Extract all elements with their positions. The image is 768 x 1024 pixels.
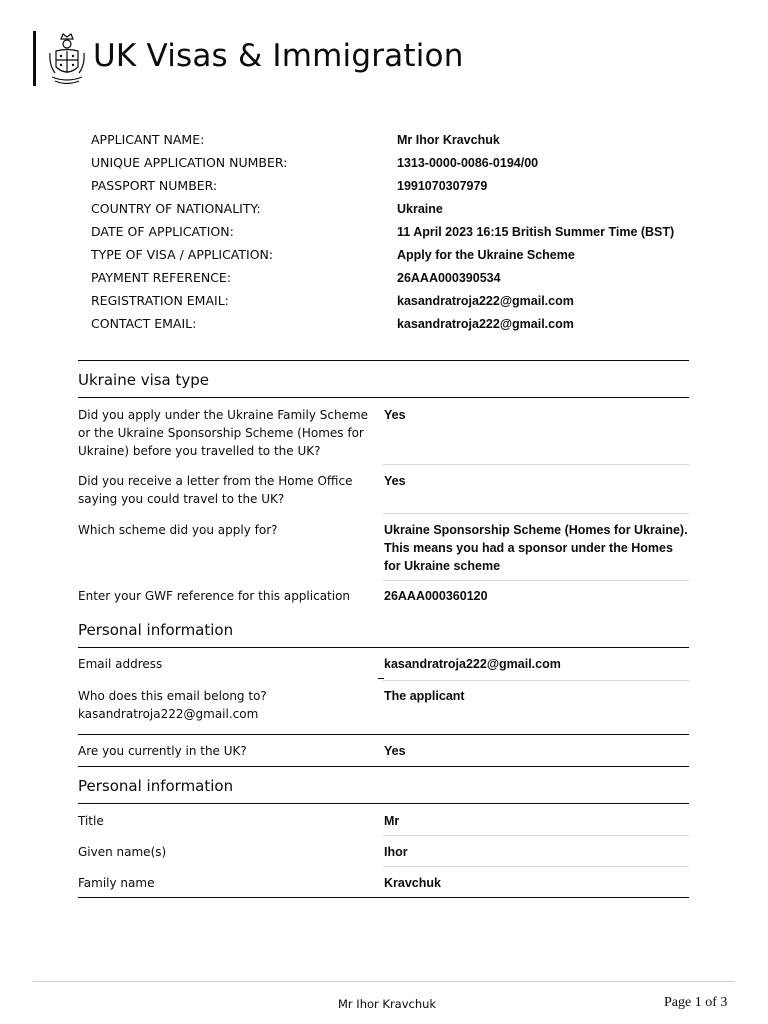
section-personal-information — [78, 618, 689, 768]
answer-value: Ukraine Sponsorship Scheme (Homes for Ukraine). This means you had a sponsor under the Homes for Ukraine scheme — [384, 523, 688, 573]
summary-row — [91, 243, 691, 266]
summary-value: 26AAA000390534 — [397, 270, 501, 285]
summary-label: UNIQUE APPLICATION NUMBER: — [91, 155, 288, 170]
question-label: Did you receive a letter from the Home Office saying you could travel to the UK? — [78, 474, 353, 506]
summary-row — [91, 197, 691, 220]
section-divider — [78, 647, 689, 648]
logo-bar — [33, 31, 36, 86]
answer-value: The applicant — [384, 689, 465, 703]
question-label: Family name — [78, 876, 155, 890]
row-separator — [383, 580, 689, 581]
summary-row — [91, 312, 691, 335]
answer-value: Yes — [384, 744, 406, 758]
section-title: Personal information — [78, 777, 234, 795]
question-label: Are you currently in the UK? — [78, 744, 247, 758]
summary-row — [91, 151, 691, 174]
section-title: Personal information — [78, 621, 234, 639]
answer-value: 26AAA000360120 — [384, 589, 488, 603]
question-row — [78, 472, 689, 508]
answer-value: Kravchuk — [384, 876, 441, 890]
question-row — [78, 843, 689, 861]
row-separator — [383, 513, 689, 514]
section-ukraine-visa-type — [78, 360, 689, 610]
royal-coat-of-arms-icon — [47, 31, 87, 87]
summary-label: TYPE OF VISA / APPLICATION: — [91, 247, 274, 262]
section-title: Ukraine visa type — [78, 371, 210, 389]
summary-label: DATE OF APPLICATION: — [91, 224, 234, 239]
answer-value: Yes — [384, 474, 406, 488]
summary-label: REGISTRATION EMAIL: — [91, 293, 229, 308]
section-divider — [78, 360, 689, 361]
footer-applicant-name: Mr Ihor Kravchuk — [338, 997, 437, 1011]
summary-row — [91, 174, 691, 197]
summary-row — [91, 266, 691, 289]
question-label: Did you apply under the Ukraine Family Scheme or the Ukraine Sponsorship Scheme (Homes for Ukraine) before you travelled to the UK? — [78, 408, 369, 458]
summary-label: APPLICANT NAME: — [91, 132, 205, 147]
answer-value: Ihor — [384, 845, 408, 859]
question-row — [78, 742, 689, 760]
question-row — [78, 687, 689, 723]
question-row — [78, 655, 689, 673]
summary-value: kasandratroja222@gmail.com — [397, 316, 574, 331]
summary-value: kasandratroja222@gmail.com — [397, 293, 574, 308]
answer-value: kasandratroja222@gmail.com — [384, 657, 561, 671]
question-label: Enter your GWF reference for this application — [78, 589, 351, 603]
application-summary — [91, 128, 691, 335]
page-number: Page 1 of 3 — [664, 995, 728, 1010]
section-divider — [78, 734, 689, 735]
section-divider — [78, 897, 689, 898]
question-row — [78, 874, 689, 892]
summary-value: Ukraine — [397, 201, 443, 216]
summary-row — [91, 128, 691, 151]
row-separator — [383, 680, 689, 681]
answer-value: Yes — [384, 408, 406, 422]
question-label: Given name(s) — [78, 845, 167, 859]
question-label: Email address — [78, 657, 163, 671]
summary-label: PAYMENT REFERENCE: — [91, 270, 232, 285]
summary-label: CONTACT EMAIL: — [91, 316, 197, 331]
brand-title: UK Visas & Immigration — [93, 38, 464, 74]
row-separator — [383, 866, 689, 867]
question-label: Who does this email belong to? kasandratroja222@gmail.com — [78, 689, 267, 721]
summary-value: 1991070307979 — [397, 178, 488, 193]
row-marker — [378, 678, 384, 679]
summary-row — [91, 220, 691, 243]
summary-label: PASSPORT NUMBER: — [91, 178, 218, 193]
question-label: Which scheme did you apply for? — [78, 523, 278, 537]
question-label: Title — [78, 814, 104, 828]
section-divider — [78, 766, 689, 767]
summary-value: Apply for the Ukraine Scheme — [397, 247, 575, 262]
question-row — [78, 406, 689, 460]
footer-divider — [33, 981, 734, 982]
answer-value: Mr — [384, 814, 400, 828]
summary-label: COUNTRY OF NATIONALITY: — [91, 201, 261, 216]
question-row — [78, 587, 689, 605]
summary-value: Mr Ihor Kravchuk — [397, 132, 500, 147]
summary-value: 11 April 2023 16:15 British Summer Time (BST) — [397, 224, 675, 239]
section-divider — [78, 803, 689, 804]
row-separator — [383, 464, 689, 465]
summary-value: 1313-0000-0086-0194/00 — [397, 155, 539, 170]
row-separator — [383, 835, 689, 836]
section-divider — [78, 397, 689, 398]
summary-row — [91, 289, 691, 312]
question-row — [78, 812, 689, 830]
question-row — [78, 521, 689, 575]
section-personal-information-names — [78, 774, 689, 904]
